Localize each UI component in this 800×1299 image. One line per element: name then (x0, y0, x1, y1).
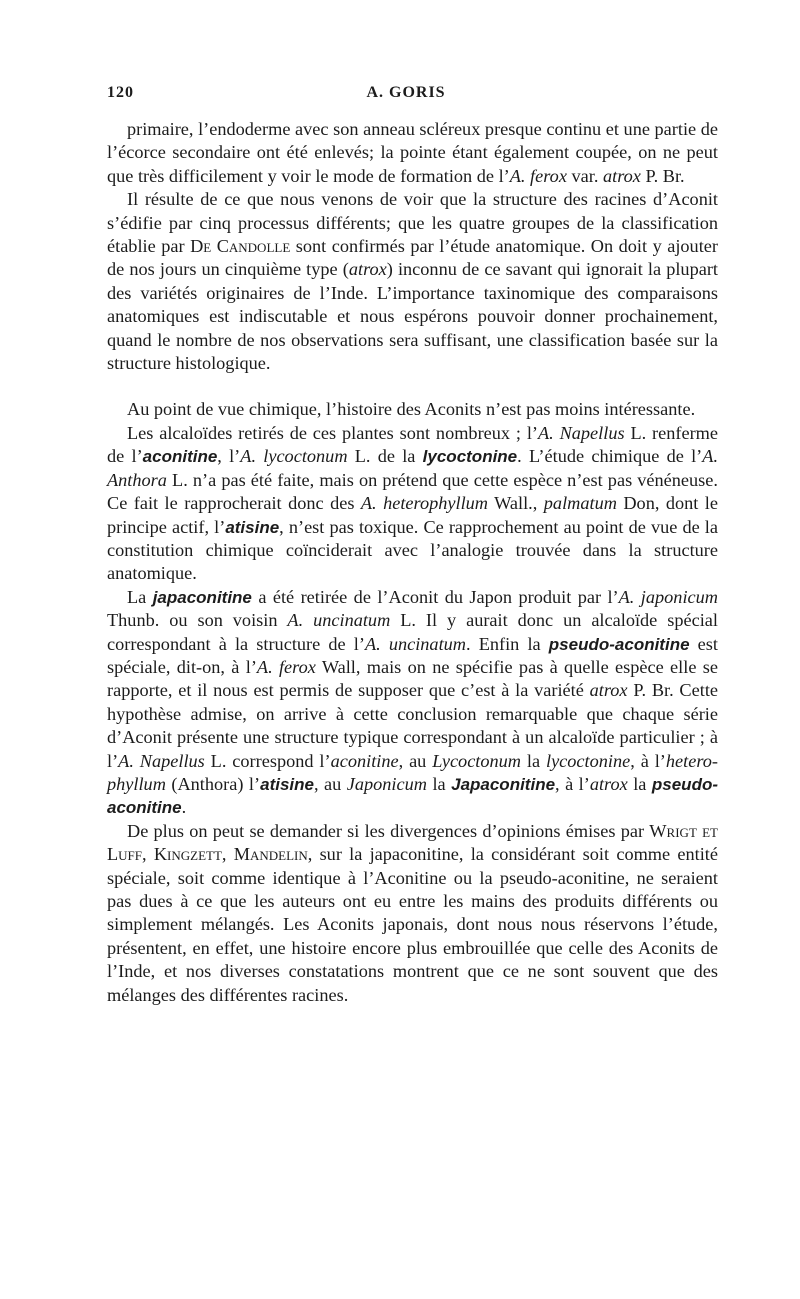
text-run: L. correspond l’ (204, 750, 331, 771)
author-name: Kingzett (153, 844, 222, 865)
paragraph (107, 586, 718, 820)
text-run: Il résulte de ce que nous venons de voir que la structure des racines d’Aconit s’édifie par cinq processus différents; que les quatre groupes de la classification établie par (107, 189, 718, 257)
text-run: , (221, 844, 234, 865)
text-run: la (426, 773, 452, 794)
paragraph (107, 398, 718, 421)
text-run: sont confirmés par l’étude anatomique. On doit y ajouter de nos jours un cinquième type ( (107, 236, 718, 280)
text-run: L. renferme de l’ (107, 422, 718, 467)
alkaloid-name: japaconitine (152, 587, 252, 607)
italic-term: Japonicum (346, 773, 427, 794)
alkaloid-name: atisine (260, 774, 314, 794)
paragraph (107, 188, 718, 375)
text-run: , (142, 844, 154, 865)
text-run: primaire, l’endoderme avec son anneau scléreux presque continu et une partie de l’écorce secondaire ont été enlevés; la pointe étant également coupée, on ne peut que très difficilement y voir le mode de formation de l’ (107, 119, 718, 186)
text-run: , au (398, 750, 433, 771)
text-run: ) inconnu de ce savant qui ignorait la plupart des variétés originaires de l’Inde. L’importance taxinomique des comparaisons anatomiques est indiscutable et nous espérons pouvoir donner prochainement, quand le nombre de nos observations sera suffisant, une classification basée sur la structure histologique. (107, 259, 718, 374)
text-run: . (181, 797, 187, 818)
author-name: De Candolle (190, 236, 291, 257)
text-run: Les alcaloïdes retirés de ces plantes sont nombreux ; l’ (127, 422, 538, 443)
body-text (107, 118, 718, 1007)
text-run: , l’ (217, 446, 241, 467)
italic-term: aconitine (330, 750, 399, 771)
text-run: la (521, 750, 546, 771)
alkaloid-name: lycoctonine (422, 447, 518, 467)
text-run: Wall, mais on ne spécifie pas à quelle espèce elle se rapporte, et il nous est permis de supposer que c’est à la variété (107, 656, 718, 701)
text-run: P. Br. (640, 165, 685, 186)
text-run: L. Il y aurait donc un alcaloïde spécial correspondant à la structure de l’ (107, 610, 718, 654)
text-run: var. (566, 165, 603, 186)
text-run: P. Br. Cette hypothèse admise, on arrive à cette conclusion remarquable que chaque série d’Aconit présente une structure typique correspondant à un alcaloïde particulier ; à l’ (107, 680, 719, 771)
text-run: a été retirée de l’Aconit du Japon produit par l’ (251, 586, 619, 607)
author-name: Mandelin (233, 844, 308, 865)
alkaloid-name: pseudo-aconitine (107, 774, 718, 818)
italic-term: atrox (589, 773, 628, 794)
text-run: est spéciale, dit-on, à l’ (107, 633, 718, 677)
alkaloid-name: pseudo-aconitine (548, 634, 690, 654)
text-run: Au point de vue chimique, l’histoire des Aconits n’est pas moins intéressante. (127, 399, 696, 420)
italic-term: atrox (348, 259, 387, 280)
paragraph (107, 118, 718, 188)
author-name: Wrigt et Luff (107, 820, 718, 865)
text-run: De plus on peut se demander si les divergences d’opinions émises par (127, 820, 650, 841)
italic-term: A. heterophyllum (360, 493, 488, 514)
italic-term: atrox (603, 165, 641, 186)
text-run: , sur la japaconitine, la considérant soit comme entité spéciale, soit comme identique à l’Aconitine ou la pseudo-aconitine, ne seraient pas dues à ce que les auteurs ont eu entre les mains des produits différents ou simplement mélangés. Les Aconits japonais, dont nous nous réservons l’étude, présentent, en effet, une histoire encore plus embrouillée que celle des Aconits de l’Inde, et nos diverses constatations montrent que ce ne sont souvent que des mélanges des différentes racines. (107, 844, 718, 1005)
italic-term: Lycoctonum (432, 750, 522, 771)
italic-term: A. ferox (256, 656, 316, 677)
text-run: (Anthora) l’ (165, 773, 261, 794)
text-run: , n’est pas toxique. Ce rapprochement au point de vue de la constitution chimique coïnciderait avec l’analogie trouvée dans la structure anatomique. (107, 516, 719, 584)
text-run: Don, dont le principe actif, l’ (107, 493, 718, 537)
italic-term: atrox (589, 680, 628, 701)
italic-term: lycoctonine (545, 750, 631, 771)
italic-term: A. uncinatum (287, 610, 391, 631)
paragraph (107, 820, 718, 1007)
text-run: . Enfin la (466, 633, 549, 654)
alkaloid-name: atisine (225, 517, 280, 537)
italic-term: palmatum (543, 493, 617, 514)
italic-term: A. Napellus (118, 750, 205, 771)
text-run: la (627, 773, 652, 794)
italic-term: A. ferox (509, 165, 567, 186)
text-run: Wall., (488, 493, 544, 514)
page-header (107, 84, 705, 108)
italic-term: A. Napellus (538, 422, 625, 443)
italic-term: A. Anthora (107, 446, 719, 490)
text-run: L. n’a pas été faite, mais on prétend que cette espèce n’est pas vénéneuse. Ce fait le rapprocherait donc des (107, 469, 718, 514)
text-run: . L’étude chimique de l’ (517, 446, 703, 467)
text-run: Thunb. ou son voisin (107, 610, 288, 631)
text-run: La (127, 586, 153, 607)
alkaloid-name: aconitine (142, 447, 218, 467)
text-run: L. de la (347, 446, 423, 467)
alkaloid-name: Japaconitine (451, 774, 556, 794)
italic-term: A. lycoctonum (240, 446, 348, 467)
text-run: , à l’ (555, 773, 590, 794)
running-head: A. GORIS (366, 84, 446, 101)
text-run: , au (313, 773, 347, 794)
text-run: , à l’ (630, 750, 666, 771)
italic-term: A. uncinatum (364, 633, 466, 654)
italic-term: A. japonicum (618, 586, 718, 607)
page-number: 120 (107, 84, 134, 101)
italic-term: heterophyllum (107, 750, 718, 794)
paragraph (107, 422, 718, 586)
